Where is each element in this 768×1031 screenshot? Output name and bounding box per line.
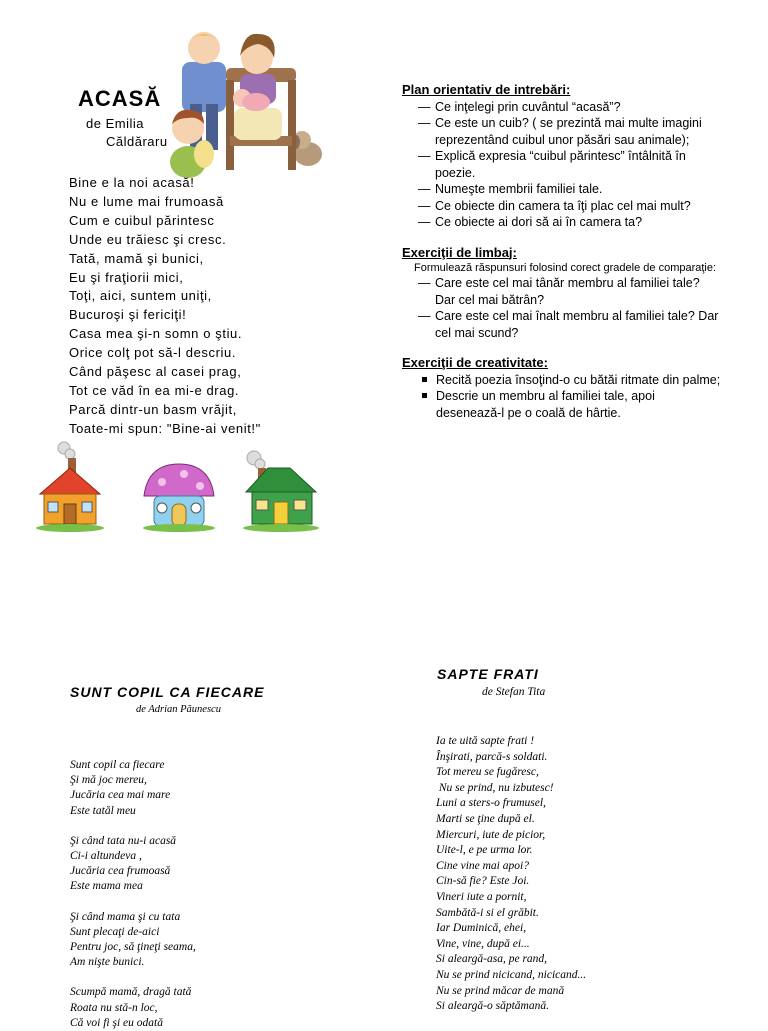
poem3-body [436, 734, 586, 1015]
poem-line: Pentru joc, să ţineţi seama, [70, 941, 196, 954]
poem-line: Luni a sters-o frumusel, [436, 797, 546, 810]
poem2-body [70, 758, 196, 1031]
limbaj-question: — Care este cel mai înalt membru al familiei tale? Dar cel mai scund? [402, 308, 722, 341]
poem-line: Nu e lume mai frumoasă [69, 193, 224, 209]
plan-question: — Ce obiecte din camera ta îţi plac cel mai mult? [402, 198, 722, 215]
poem-line: Bine e la noi acasă! [69, 175, 195, 190]
poem-line: Este tatăl meu [70, 804, 136, 817]
poem1-author-line1: de Emilia [86, 116, 144, 131]
poem1-author-line2: Căldăraru [106, 134, 168, 149]
plan-question: — Ce este un cuib? ( se prezintă mai multe imagini reprezentând cuibul unor păsări sau animale); [402, 115, 722, 148]
poem-line: Casa mea şi-n somn o ştiu. [69, 326, 243, 342]
poem3-author: de Stefan Tita [482, 686, 546, 698]
creativitate-item: Descrie un membru al familiei tale, apoi desenează-l pe o coală de hârtie. [402, 388, 722, 421]
poem-line: Este mama mea [70, 880, 143, 893]
poem-line: Am nişte bunici. [70, 956, 145, 969]
house-mushroom-icon [140, 460, 218, 534]
poem-line: Orice colţ pot să-l descriu. [69, 345, 237, 361]
poem-line: Cin-să fie? Este Joi. [436, 875, 530, 888]
poem-line: Sambătă-i si el grăbit. [436, 906, 539, 919]
poem-line: Bucuroşi şi fericiţi! [69, 307, 187, 323]
plan-heading: Plan orientativ de intrebări: [402, 82, 571, 97]
poem-line: Ci-i altundeva , [70, 850, 142, 863]
poem-line: Jucăria cea frumoasă [70, 865, 171, 878]
poem-line: Vineri iute a pornit, [436, 890, 527, 903]
exercises-column [402, 82, 722, 421]
poem2-author: de Adrian Păunescu [136, 704, 221, 715]
poem-line: Vine, vine, după ei... [436, 937, 530, 950]
poem2-title: SUNT COPIL CA FIECARE [70, 684, 265, 700]
poem3-title: SAPTE FRATI [437, 666, 539, 682]
plan-question: — Numeşte membrii familiei tale. [402, 181, 722, 198]
poem-line: Ia te uită sapte frati ! [436, 735, 535, 747]
plan-question: — Ce obiecte ai dori să ai în camera ta? [402, 214, 722, 231]
poem-line: Şi când tata nu-i acasă [70, 834, 177, 847]
poem-line: Unde eu trăiesc şi cresc. [69, 231, 227, 247]
poem-line: Cine vine mai apoi? [436, 859, 529, 872]
family-illustration [160, 24, 330, 179]
poem1-title: ACASĂ [78, 86, 162, 111]
house-red-icon [32, 440, 108, 532]
poem-line: Nu se prind, nu izbutesc! [436, 781, 554, 794]
poem-line: Toate-mi spun: "Bine-ai venit!" [69, 420, 261, 436]
poem-line: Roata nu stă-n loc, [70, 1001, 158, 1014]
poem-line: Înşirati, parcă-s soldati. [436, 750, 548, 763]
poem-line: Tot mereu se fugăresc, [436, 766, 539, 779]
poem-line: Iar Duminică, ehei, [436, 922, 527, 935]
poem-line: Marti se ţine după el. [436, 812, 535, 825]
limbaj-note: Formulează răspunsuri folosind corect gradele de comparaţie: [414, 262, 717, 274]
poem-line: Jucăria cea mai mare [70, 789, 171, 802]
poem-line: Si aleargă-asa, pe rand, [436, 953, 548, 966]
poem-line: Miercuri, iute de picior, [436, 828, 546, 841]
poem-line: Parcă dintr-un basm vrăjit, [69, 401, 237, 417]
poem1-body [69, 174, 261, 439]
poem-line: Nu se prind nicicand, nicicand... [436, 968, 587, 981]
house-green-icon [240, 448, 322, 534]
poem-line: Că voi fi şi eu odată [70, 1016, 163, 1029]
plan-question: — Ce inţelegi prin cuvântul “acasă”? [402, 99, 722, 116]
poem-line: Uite-l, e pe urma lor. [436, 844, 533, 857]
poem-line: Sunt copil ca fiecare [70, 759, 165, 771]
poem-line: Tot ce văd în ea mi-e drag. [69, 382, 240, 398]
poem-line: Cum e cuibul părintesc [69, 212, 215, 228]
poem-line: Sunt plecaţi de-aici [70, 925, 160, 938]
poem-line: Si aleargă-o săptămană. [436, 1000, 549, 1013]
creativitate-item: Recită poezia însoţind-o cu bătăi ritmate din palme; [402, 372, 722, 389]
poem-line: Şi când mama şi cu tata [70, 910, 181, 923]
limbaj-heading: Exerciţii de limbaj: [402, 244, 517, 260]
limbaj-question: — Care este cel mai tânăr membru al familiei tale? Dar cel mai bătrân? [402, 275, 722, 308]
plan-question: — Explică expresia “cuibul părintesc” întâlnită în poezie. [402, 148, 722, 181]
poem-line: Când păşesc al casei prag, [69, 364, 242, 380]
poem-line: Tată, mamă şi bunici, [69, 250, 204, 266]
poem-line: Şi mă joc mereu, [70, 774, 147, 787]
poem-line: Toţi, aici, suntem uniţi, [69, 288, 212, 304]
poem-line: Scumpă mamă, dragă tată [70, 986, 192, 999]
poem-line: Eu şi fraţiorii mici, [69, 269, 184, 285]
poem-line: Nu se prind măcar de mană [436, 984, 565, 997]
creativitate-heading: Exerciţii de creativitate: [402, 355, 548, 370]
